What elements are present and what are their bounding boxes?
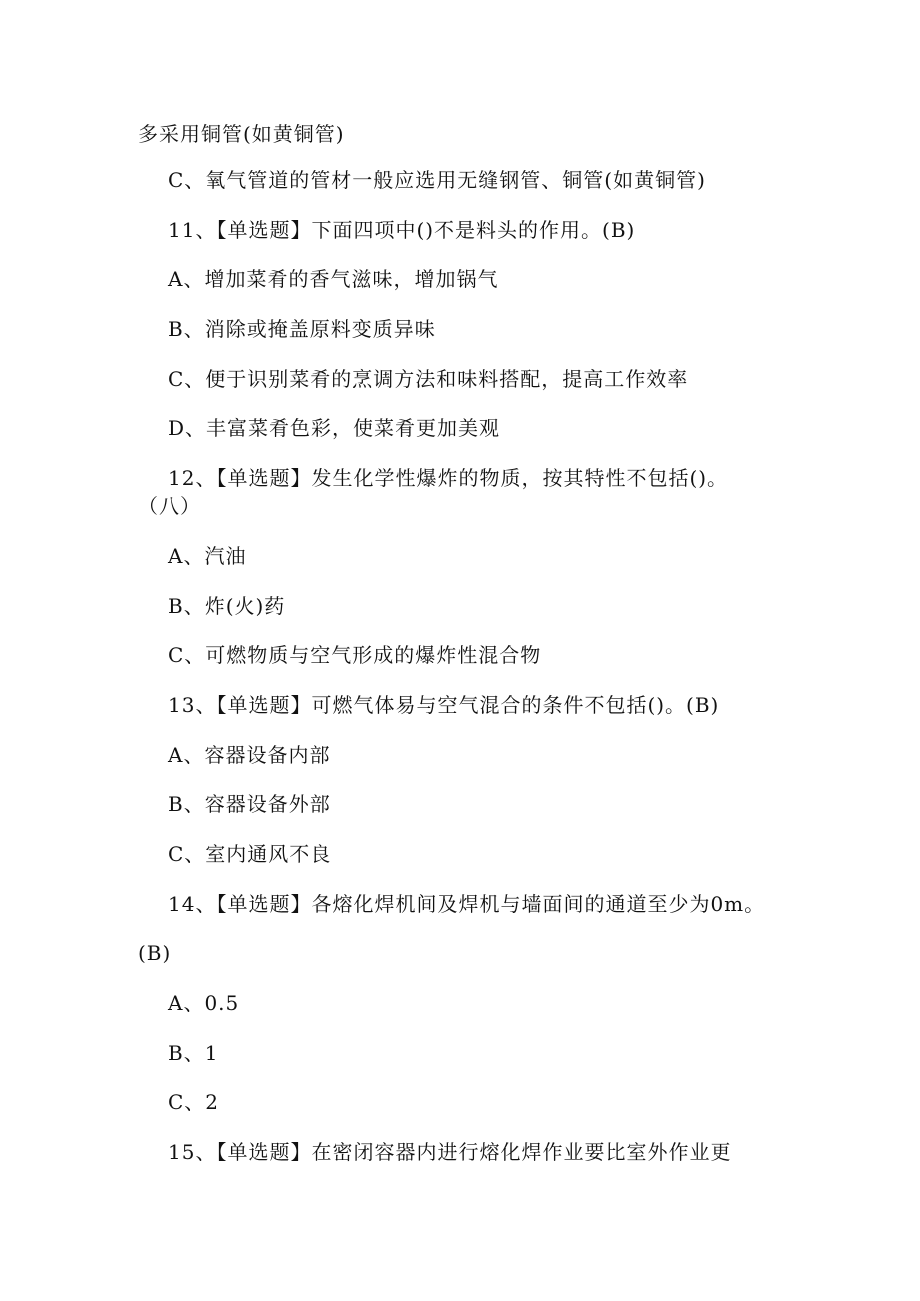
option-b: B、1 — [168, 1041, 219, 1065]
question-12-answer: （八） — [138, 494, 201, 518]
question-12: 12、【单选题】发生化学性爆炸的物质，按其特性不包括()。 — [168, 466, 729, 490]
question-11: 11、【单选题】下面四项中()不是料头的作用。(B) — [168, 218, 636, 242]
option-a: A、容器设备内部 — [168, 743, 331, 767]
option-c: C、便于识别菜肴的烹调方法和味料搭配，提高工作效率 — [168, 367, 689, 391]
option-c: C、室内通风不良 — [168, 842, 332, 866]
text-line-continuation: 多采用铜管(如黄铜管) — [138, 122, 345, 146]
question-15: 15、【单选题】在密闭容器内进行熔化焊作业要比室外作业更 — [168, 1140, 732, 1164]
option-b: B、消除或掩盖原料变质异味 — [168, 317, 436, 341]
question-14-answer: (B) — [138, 941, 172, 965]
option-b: B、炸(火)药 — [168, 594, 286, 618]
option-a: A、汽油 — [168, 544, 247, 568]
option-c: C、氧气管道的管材一般应选用无缝钢管、铜管(如黄铜管) — [168, 168, 706, 192]
option-a: A、增加菜肴的香气滋味，增加锅气 — [168, 267, 499, 291]
option-c: C、2 — [168, 1090, 220, 1114]
option-b: B、容器设备外部 — [168, 792, 331, 816]
question-14: 14、【单选题】各熔化焊机间及焊机与墙面间的通道至少为0m。 — [168, 892, 766, 916]
option-d: D、丰富菜肴色彩，使菜肴更加美观 — [168, 416, 501, 440]
option-a: A、0.5 — [168, 991, 240, 1015]
question-13: 13、【单选题】可燃气体易与空气混合的条件不包括()。(B) — [168, 693, 720, 717]
option-c: C、可燃物质与空气形成的爆炸性混合物 — [168, 643, 542, 667]
